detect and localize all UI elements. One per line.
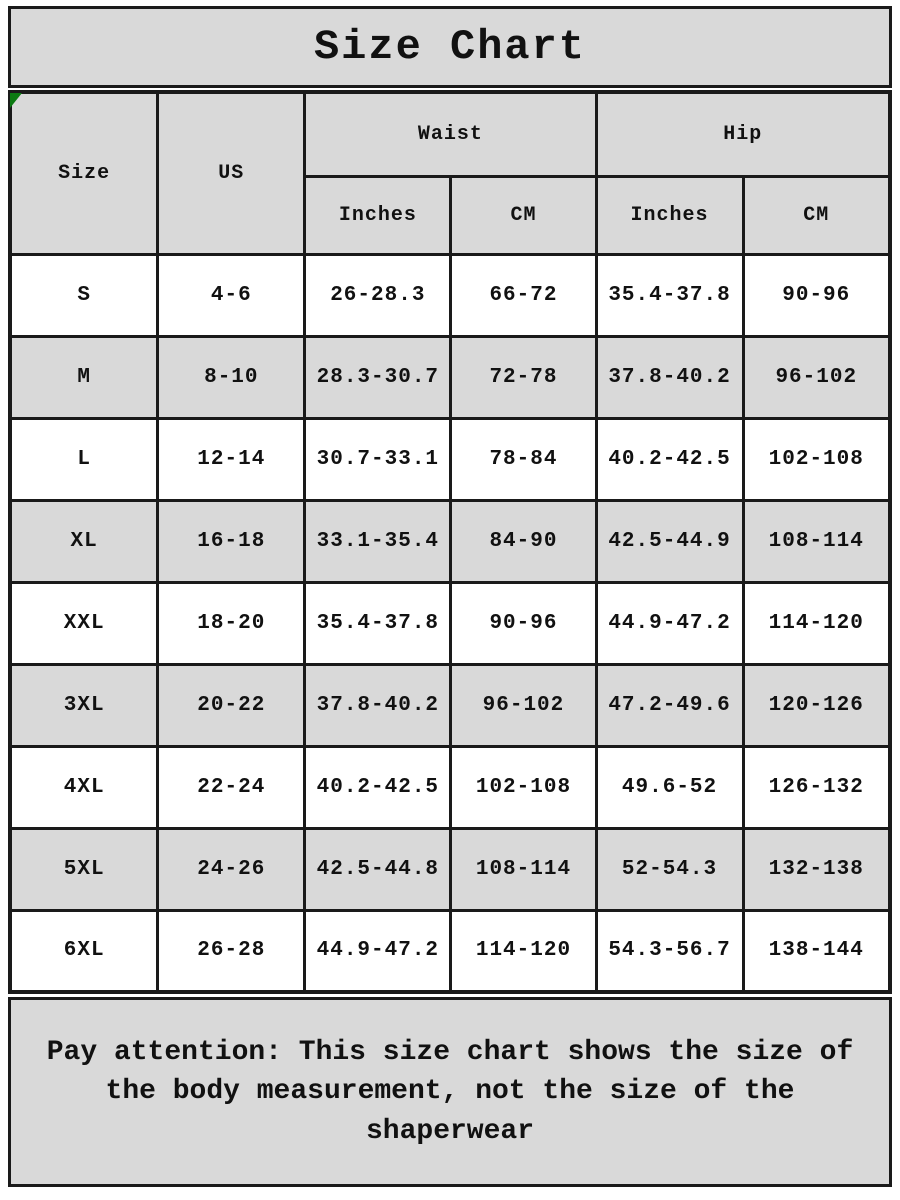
cell-us: 22-24: [158, 746, 305, 828]
cell-size: XL: [10, 500, 158, 582]
col-header-waist-inches: Inches: [305, 176, 451, 254]
cell-hip-inches: 40.2-42.5: [596, 418, 743, 500]
table-row-s: [10, 254, 890, 336]
table-row-xxl: [10, 582, 890, 664]
cell-size: M: [10, 336, 158, 418]
attention-note-box: [8, 997, 892, 1187]
table-row-6xl: [10, 910, 890, 992]
green-corner-marker-icon: [10, 93, 22, 108]
col-header-waist: Waist: [305, 92, 596, 176]
col-header-us: US: [158, 92, 305, 254]
table-header: [10, 92, 890, 254]
cell-us: 20-22: [158, 664, 305, 746]
cell-hip-inches: 44.9-47.2: [596, 582, 743, 664]
cell-size: 4XL: [10, 746, 158, 828]
cell-us: 12-14: [158, 418, 305, 500]
size-table-container: [8, 90, 892, 994]
cell-waist-cm: 66-72: [451, 254, 596, 336]
cell-hip-inches: 42.5-44.9: [596, 500, 743, 582]
table-row-3xl: [10, 664, 890, 746]
cell-us: 16-18: [158, 500, 305, 582]
cell-us: 24-26: [158, 828, 305, 910]
cell-hip-cm: 102-108: [743, 418, 890, 500]
title-bar: [8, 6, 892, 88]
cell-hip-inches: 35.4-37.8: [596, 254, 743, 336]
cell-hip-cm: 96-102: [743, 336, 890, 418]
cell-hip-cm: 90-96: [743, 254, 890, 336]
cell-waist-inches: 44.9-47.2: [305, 910, 451, 992]
cell-waist-cm: 108-114: [451, 828, 596, 910]
cell-hip-cm: 120-126: [743, 664, 890, 746]
header-group-row: [10, 92, 890, 176]
cell-waist-inches: 40.2-42.5: [305, 746, 451, 828]
col-header-hip-inches: Inches: [596, 176, 743, 254]
cell-hip-cm: 108-114: [743, 500, 890, 582]
cell-hip-inches: 49.6-52: [596, 746, 743, 828]
table-row-4xl: [10, 746, 890, 828]
cell-waist-inches: 37.8-40.2: [305, 664, 451, 746]
cell-hip-inches: 37.8-40.2: [596, 336, 743, 418]
col-header-waist-cm: CM: [451, 176, 596, 254]
cell-size: 3XL: [10, 664, 158, 746]
cell-us: 18-20: [158, 582, 305, 664]
cell-waist-inches: 26-28.3: [305, 254, 451, 336]
cell-waist-inches: 28.3-30.7: [305, 336, 451, 418]
cell-waist-inches: 33.1-35.4: [305, 500, 451, 582]
attention-note-text: Pay attention: This size chart shows the size of the body measurement, not the size of the shaperwear: [46, 1037, 854, 1147]
cell-hip-inches: 47.2-49.6: [596, 664, 743, 746]
cell-waist-cm: 78-84: [451, 418, 596, 500]
cell-size: 6XL: [10, 910, 158, 992]
cell-waist-cm: 90-96: [451, 582, 596, 664]
cell-size: 5XL: [10, 828, 158, 910]
cell-size: XXL: [10, 582, 158, 664]
cell-hip-inches: 52-54.3: [596, 828, 743, 910]
cell-hip-cm: 114-120: [743, 582, 890, 664]
cell-waist-cm: 96-102: [451, 664, 596, 746]
col-header-hip: Hip: [596, 92, 890, 176]
table-row-5xl: [10, 828, 890, 910]
cell-us: 4-6: [158, 254, 305, 336]
cell-hip-cm: 126-132: [743, 746, 890, 828]
cell-us: 26-28: [158, 910, 305, 992]
cell-size: L: [10, 418, 158, 500]
cell-waist-cm: 102-108: [451, 746, 596, 828]
cell-waist-inches: 42.5-44.8: [305, 828, 451, 910]
table-row-m: [10, 336, 890, 418]
size-table: [8, 90, 892, 994]
col-header-hip-cm: CM: [743, 176, 890, 254]
cell-hip-inches: 54.3-56.7: [596, 910, 743, 992]
col-header-size: Size: [10, 92, 158, 254]
cell-size: S: [10, 254, 158, 336]
page-title: Size Chart: [313, 23, 587, 71]
table-row-l: [10, 418, 890, 500]
cell-waist-cm: 84-90: [451, 500, 596, 582]
cell-waist-inches: 30.7-33.1: [305, 418, 451, 500]
cell-us: 8-10: [158, 336, 305, 418]
cell-waist-cm: 72-78: [451, 336, 596, 418]
table-row-xl: [10, 500, 890, 582]
cell-hip-cm: 138-144: [743, 910, 890, 992]
table-body: [10, 254, 890, 992]
cell-hip-cm: 132-138: [743, 828, 890, 910]
cell-waist-inches: 35.4-37.8: [305, 582, 451, 664]
cell-waist-cm: 114-120: [451, 910, 596, 992]
